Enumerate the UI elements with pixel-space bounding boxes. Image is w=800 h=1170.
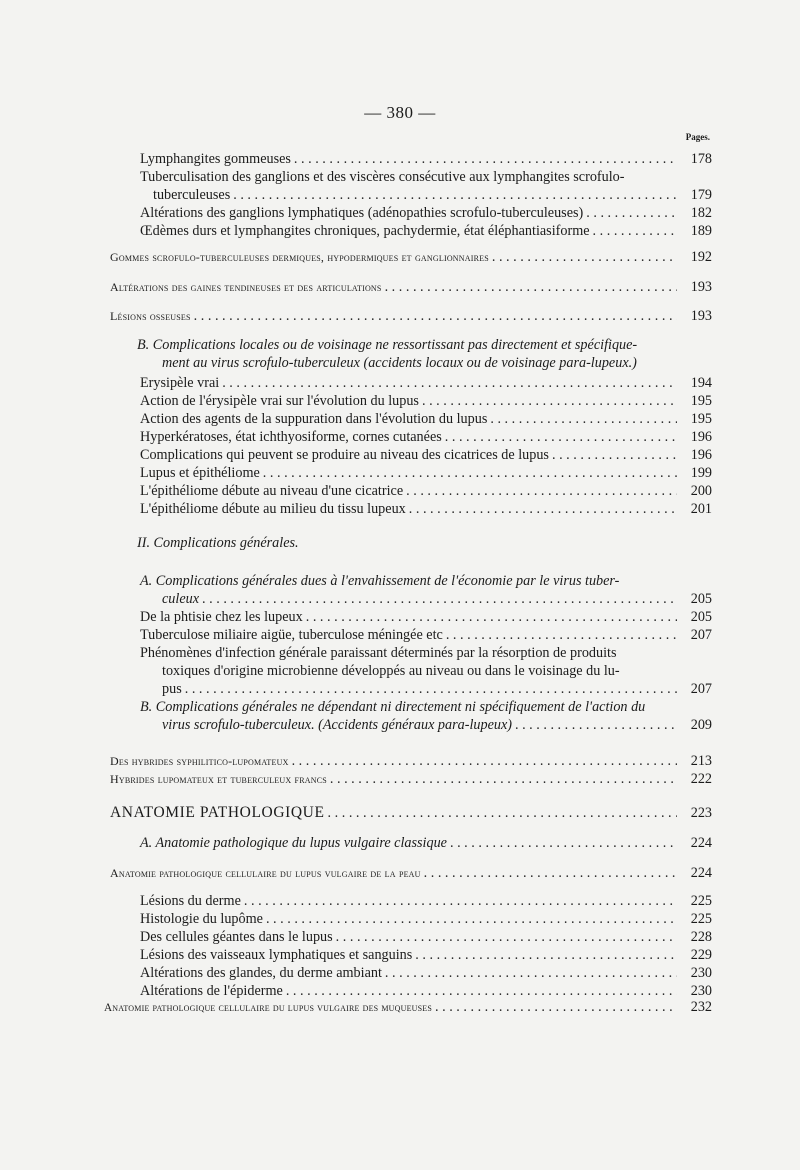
toc-entry	[162, 716, 712, 734]
dot-leader	[385, 964, 677, 982]
toc-entry	[140, 928, 712, 946]
entry-page: 196	[690, 447, 712, 463]
entry-title: Hyperkératoses, état ichthyosiforme, cornes cutanées	[140, 429, 442, 445]
entry-page: 224	[690, 865, 712, 881]
dot-leader	[328, 804, 677, 822]
dot-leader	[552, 446, 677, 464]
entry-page: 228	[690, 929, 712, 945]
toc-heading-entry	[110, 278, 712, 296]
entry-page: 207	[690, 627, 712, 643]
dot-leader	[492, 248, 677, 266]
toc-entry	[140, 626, 712, 644]
toc-entry	[162, 680, 712, 698]
dot-leader	[222, 374, 677, 392]
toc-subsection-title: ment au virus scrofulo-tuberculeux (accidents locaux ou de voisinage para-lupeux.)	[162, 355, 637, 371]
dot-leader	[409, 500, 677, 518]
entry-page: 225	[690, 911, 712, 927]
entry-title: Altérations des ganglions lymphatiques (adénopathies scrofulo-tuberculeuses)	[140, 205, 584, 221]
entry-page: 193	[690, 279, 712, 295]
entry-title: Tuberculose miliaire aigüe, tuberculose méningée etc	[140, 627, 443, 643]
toc-entry	[140, 964, 712, 982]
toc-chapter-entry	[110, 804, 712, 822]
toc-entry	[140, 500, 712, 518]
toc-entry	[140, 204, 712, 222]
dot-leader	[244, 892, 677, 910]
entry-page: 178	[690, 151, 712, 167]
dot-leader	[263, 464, 677, 482]
toc-heading-entry	[110, 307, 712, 325]
entry-page: 201	[690, 501, 712, 517]
entry-title: Action de l'érysipèle vrai sur l'évolution du lupus	[140, 393, 419, 409]
entry-title: ANATOMIE PATHOLOGIQUE	[110, 804, 325, 821]
entry-page: 224	[690, 835, 712, 851]
entry-title: Lupus et épithéliome	[140, 465, 260, 481]
dot-leader	[385, 278, 677, 296]
dot-leader	[306, 608, 677, 626]
toc-subsection-title: B. Complications générales ne dépendant ni directement ni spécifiquement de l'action du	[140, 699, 646, 715]
entry-page: 179	[690, 187, 712, 203]
entry-title: Lésions des vaisseaux lymphatiques et sanguins	[140, 947, 413, 963]
page-number: — 380 —	[364, 103, 436, 122]
entry-title: Altérations de l'épiderme	[140, 983, 283, 999]
entry-page: 199	[690, 465, 712, 481]
toc-entry	[140, 910, 712, 928]
toc-heading-entry	[110, 770, 712, 788]
dot-leader	[415, 946, 677, 964]
entry-title: Des cellules géantes dans le lupus	[140, 929, 333, 945]
dot-leader	[424, 864, 677, 882]
toc-entry	[140, 608, 712, 626]
entry-page: 205	[690, 591, 712, 607]
dot-leader	[586, 204, 677, 222]
entry-title: tuberculeuses	[153, 187, 231, 203]
entry-page: 223	[690, 805, 712, 821]
entry-title: Œdèmes durs et lymphangites chroniques, pachydermie, état éléphantiasiforme	[140, 223, 590, 239]
toc-entry: Tuberculisation des ganglions et des viscères consécutive aux lymphangites scrofulo-	[140, 169, 625, 185]
toc-entry: toxiques d'origine microbienne développés au niveau ou dans le voisinage du lu-	[162, 663, 620, 679]
entry-title: culeux	[162, 591, 200, 607]
entry-page: 230	[690, 983, 712, 999]
toc-entry	[140, 834, 712, 852]
entry-page: 209	[690, 717, 712, 733]
entry-title: A. Anatomie pathologique du lupus vulgaire classique	[140, 835, 447, 851]
dot-leader	[515, 716, 677, 734]
entry-page: 194	[690, 375, 712, 391]
toc-section-title: II. Complications générales.	[137, 535, 299, 551]
entry-title: Erysipèle vrai	[140, 375, 220, 391]
dot-leader	[330, 770, 677, 788]
dot-leader	[266, 910, 677, 928]
dot-leader	[336, 928, 677, 946]
entry-page: 205	[690, 609, 712, 625]
toc-subsection-title: B. Complications locales ou de voisinage ne ressortissant pas directement et spécifique-	[137, 337, 638, 353]
entry-title: Des hybrides syphilitico-lupomateux	[110, 754, 289, 768]
toc-heading-entry	[110, 248, 712, 266]
toc-entry: Phénomènes d'infection générale paraissant déterminés par la résorption de produits	[140, 645, 617, 661]
toc-subsection-title: A. Complications générales dues à l'envahissement de l'économie par le virus tuber-	[140, 573, 620, 589]
toc-entry	[140, 464, 712, 482]
entry-page: 232	[690, 999, 712, 1015]
entry-title: L'épithéliome débute au niveau d'une cicatrice	[140, 483, 404, 499]
toc-entry	[140, 410, 712, 428]
entry-page: 192	[690, 249, 712, 265]
entry-page: 182	[690, 205, 712, 221]
entry-page: 193	[690, 308, 712, 324]
entry-page: 200	[690, 483, 712, 499]
toc-entry	[140, 374, 712, 392]
dot-leader	[435, 998, 677, 1016]
dot-leader	[490, 410, 677, 428]
toc-entry	[140, 946, 712, 964]
entry-title: Lésions osseuses	[110, 309, 191, 323]
entry-page: 207	[690, 681, 712, 697]
entry-title: pus	[162, 681, 182, 697]
entry-page: 213	[690, 753, 712, 769]
entry-title: Lésions du derme	[140, 893, 241, 909]
entry-title: Histologie du lupôme	[140, 911, 263, 927]
dot-leader	[593, 222, 677, 240]
entry-title: Anatomie pathologique cellulaire du lupus vulgaire de la peau	[110, 866, 421, 880]
entry-page: 195	[690, 411, 712, 427]
dot-leader	[294, 150, 677, 168]
entry-title: Anatomie pathologique cellulaire du lupus vulgaire des muqueuses	[104, 1002, 433, 1014]
dot-leader	[446, 626, 677, 644]
dot-leader	[450, 834, 677, 852]
toc-entry	[162, 590, 712, 608]
pages-column-label: Pages.	[685, 132, 710, 142]
entry-title: Lymphangites gommeuses	[140, 151, 291, 167]
dot-leader	[445, 428, 677, 446]
toc-entry	[140, 892, 712, 910]
entry-title: De la phtisie chez les lupeux	[140, 609, 303, 625]
dot-leader	[422, 392, 677, 410]
entry-page: 229	[690, 947, 712, 963]
entry-title: virus scrofulo-tuberculeux. (Accidents généraux para-lupeux)	[162, 717, 512, 733]
dot-leader	[292, 752, 677, 770]
toc-entry	[140, 428, 712, 446]
toc-entry	[140, 482, 712, 500]
dot-leader	[406, 482, 677, 500]
entry-title: Action des agents de la suppuration dans l'évolution du lupus	[140, 411, 488, 427]
dot-leader	[185, 680, 677, 698]
dot-leader	[233, 186, 677, 204]
dot-leader	[194, 307, 677, 325]
toc-entry	[140, 150, 712, 168]
dot-leader	[202, 590, 677, 608]
entry-page: 196	[690, 429, 712, 445]
toc-entry	[153, 186, 712, 204]
toc-heading-entry	[110, 864, 712, 882]
entry-page: 195	[690, 393, 712, 409]
entry-page: 189	[690, 223, 712, 239]
entry-title: L'épithéliome débute au milieu du tissu lupeux	[140, 501, 406, 517]
toc-entry	[140, 392, 712, 410]
entry-page: 222	[690, 771, 712, 787]
entry-title: Complications qui peuvent se produire au niveau des cicatrices de lupus	[140, 447, 549, 463]
entry-title: Gommes scrofulo-tuberculeuses dermiques, hypodermiques et ganglionnaires	[110, 250, 489, 264]
entry-title: Altérations des gaines tendineuses et des articulations	[110, 280, 382, 294]
toc-heading-entry	[110, 752, 712, 770]
entry-title: Hybrides lupomateux et tuberculeux francs	[110, 772, 327, 786]
toc-entry	[140, 222, 712, 240]
entry-page: 225	[690, 893, 712, 909]
toc-heading-entry	[104, 998, 712, 1016]
toc-entry	[140, 446, 712, 464]
entry-title: Altérations des glandes, du derme ambiant	[140, 965, 382, 981]
entry-page: 230	[690, 965, 712, 981]
